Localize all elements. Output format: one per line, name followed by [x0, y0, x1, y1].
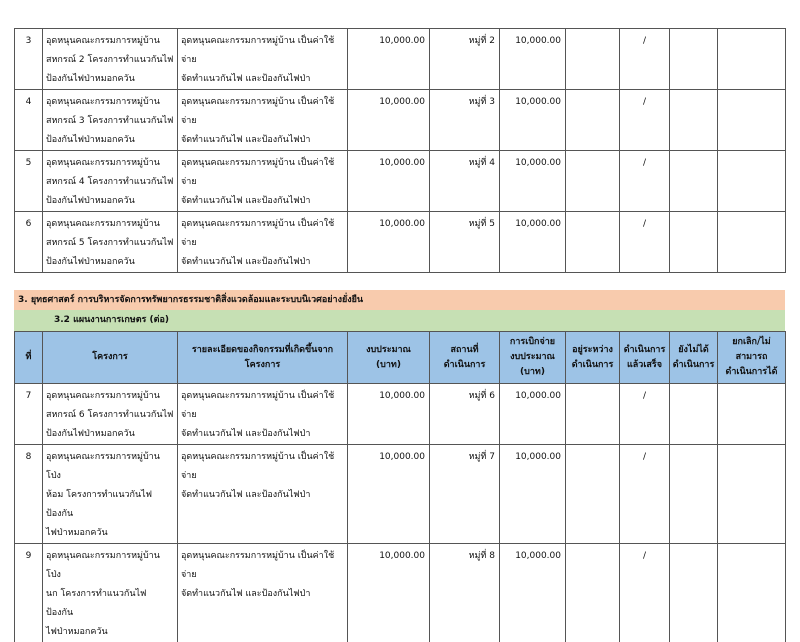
header-no: ที่ — [15, 332, 43, 384]
project-cell: อุดหนุนคณะกรรมการหมู่บ้าน สหกรณ์ 5 โครงการทำแนวกันไฟ ป้องกันไฟป่าหมอกควัน — [43, 212, 178, 273]
project-cell: อุดหนุนคณะกรรมการหมู่บ้าน สหกรณ์ 6 โครงการทำแนวกันไฟ ป้องกันไฟป่าหมอกควัน — [43, 384, 178, 445]
strategy-title: 3. ยุทธศาสตร์ การบริหารจัดการทรัพยากรธรรมชาติสิ่งแวดล้อมและระบบนิเวศอย่างยั่งยืน — [14, 290, 785, 310]
spent-cell: 10,000.00 — [500, 151, 566, 212]
not-started-cell — [670, 151, 718, 212]
header-done: ดำเนินการ แล้วเสร็จ — [620, 332, 670, 384]
location-cell: หมู่ที่ 5 — [430, 212, 500, 273]
in-progress-cell — [566, 544, 620, 642]
in-progress-cell — [566, 90, 620, 151]
table-header-row — [15, 332, 786, 384]
row-number-cell: 9 — [15, 544, 43, 642]
done-cell: / — [620, 544, 670, 642]
table-row — [15, 90, 786, 151]
cancelled-cell — [718, 544, 786, 642]
table-row — [15, 29, 786, 90]
row-number-cell: 4 — [15, 90, 43, 151]
row-number-cell: 6 — [15, 212, 43, 273]
location-cell: หมู่ที่ 3 — [430, 90, 500, 151]
done-cell: / — [620, 384, 670, 445]
row-number-cell: 3 — [15, 29, 43, 90]
budget-cell: 10,000.00 — [348, 544, 430, 642]
projects-table-top — [14, 28, 786, 273]
done-cell: / — [620, 212, 670, 273]
in-progress-cell — [566, 445, 620, 544]
project-cell: อุดหนุนคณะกรรมการหมู่บ้าน สหกรณ์ 4 โครงการทำแนวกันไฟ ป้องกันไฟป่าหมอกควัน — [43, 151, 178, 212]
row-number-cell: 7 — [15, 384, 43, 445]
cancelled-cell — [718, 445, 786, 544]
row-number-cell: 5 — [15, 151, 43, 212]
detail-cell: อุดหนุนคณะกรรมการหมู่บ้าน เป็นค่าใช้จ่าย จัดทำแนวกันไฟ และป้องกันไฟป่า — [178, 384, 348, 445]
project-cell: อุดหนุนคณะกรรมการหมู่บ้าน สหกรณ์ 2 โครงการทำแนวกันไฟ ป้องกันไฟป่าหมอกควัน — [43, 29, 178, 90]
header-cancelled: ยกเลิก/ไม่ สามารถ ดำเนินการได้ — [718, 332, 786, 384]
budget-cell: 10,000.00 — [348, 212, 430, 273]
budget-cell: 10,000.00 — [348, 90, 430, 151]
row-number-cell: 8 — [15, 445, 43, 544]
not-started-cell — [670, 544, 718, 642]
budget-cell: 10,000.00 — [348, 29, 430, 90]
header-budget: งบประมาณ (บาท) — [348, 332, 430, 384]
spent-cell: 10,000.00 — [500, 384, 566, 445]
projects-table-bottom — [14, 331, 786, 642]
spent-cell: 10,000.00 — [500, 90, 566, 151]
project-cell: อุดหนุนคณะกรรมการหมู่บ้านโป่ง นก โครงการทำแนวกันไฟ ป้องกัน ไฟป่าหมอกควัน — [43, 544, 178, 642]
budget-cell: 10,000.00 — [348, 445, 430, 544]
detail-cell: อุดหนุนคณะกรรมการหมู่บ้าน เป็นค่าใช้จ่าย จัดทำแนวกันไฟ และป้องกันไฟป่า — [178, 445, 348, 544]
table-row — [15, 445, 786, 544]
cancelled-cell — [718, 29, 786, 90]
spent-cell: 10,000.00 — [500, 544, 566, 642]
project-cell: อุดหนุนคณะกรรมการหมู่บ้าน สหกรณ์ 3 โครงการทำแนวกันไฟ ป้องกันไฟป่าหมอกควัน — [43, 90, 178, 151]
detail-cell: อุดหนุนคณะกรรมการหมู่บ้าน เป็นค่าใช้จ่าย จัดทำแนวกันไฟ และป้องกันไฟป่า — [178, 90, 348, 151]
header-detail: รายละเอียดของกิจกรรมที่เกิดขึ้นจาก โครงการ — [178, 332, 348, 384]
header-spent: การเบิกจ่าย งบประมาณ (บาท) — [500, 332, 566, 384]
done-cell: / — [620, 29, 670, 90]
cancelled-cell — [718, 151, 786, 212]
detail-cell: อุดหนุนคณะกรรมการหมู่บ้าน เป็นค่าใช้จ่าย จัดทำแนวกันไฟ และป้องกันไฟป่า — [178, 29, 348, 90]
spent-cell: 10,000.00 — [500, 29, 566, 90]
not-started-cell — [670, 212, 718, 273]
location-cell: หมู่ที่ 7 — [430, 445, 500, 544]
table-row — [15, 544, 786, 642]
table-row — [15, 212, 786, 273]
done-cell: / — [620, 90, 670, 151]
not-started-cell — [670, 90, 718, 151]
not-started-cell — [670, 445, 718, 544]
location-cell: หมู่ที่ 6 — [430, 384, 500, 445]
not-started-cell — [670, 29, 718, 90]
in-progress-cell — [566, 151, 620, 212]
location-cell: หมู่ที่ 2 — [430, 29, 500, 90]
in-progress-cell — [566, 29, 620, 90]
detail-cell: อุดหนุนคณะกรรมการหมู่บ้าน เป็นค่าใช้จ่าย จัดทำแนวกันไฟ และป้องกันไฟป่า — [178, 151, 348, 212]
project-cell: อุดหนุนคณะกรรมการหมู่บ้านโป่ง ห้อม โครงการทำแนวกันไฟ ป้องกัน ไฟป่าหมอกควัน — [43, 445, 178, 544]
detail-cell: อุดหนุนคณะกรรมการหมู่บ้าน เป็นค่าใช้จ่าย จัดทำแนวกันไฟ และป้องกันไฟป่า — [178, 212, 348, 273]
done-cell: / — [620, 445, 670, 544]
location-cell: หมู่ที่ 4 — [430, 151, 500, 212]
cancelled-cell — [718, 90, 786, 151]
budget-cell: 10,000.00 — [348, 151, 430, 212]
header-not-started: ยังไม่ได้ ดำเนินการ — [670, 332, 718, 384]
done-cell: / — [620, 151, 670, 212]
spent-cell: 10,000.00 — [500, 212, 566, 273]
header-location: สถานที่ ดำเนินการ — [430, 332, 500, 384]
header-in-progress: อยู่ระหว่าง ดำเนินการ — [566, 332, 620, 384]
header-project: โครงการ — [43, 332, 178, 384]
cancelled-cell — [718, 212, 786, 273]
table-row — [15, 151, 786, 212]
not-started-cell — [670, 384, 718, 445]
in-progress-cell — [566, 384, 620, 445]
table-row — [15, 384, 786, 445]
in-progress-cell — [566, 212, 620, 273]
plan-title: 3.2 แผนงานการเกษตร (ต่อ) — [14, 310, 785, 331]
detail-cell: อุดหนุนคณะกรรมการหมู่บ้าน เป็นค่าใช้จ่าย จัดทำแนวกันไฟ และป้องกันไฟป่า — [178, 544, 348, 642]
cancelled-cell — [718, 384, 786, 445]
spent-cell: 10,000.00 — [500, 445, 566, 544]
location-cell: หมู่ที่ 8 — [430, 544, 500, 642]
budget-cell: 10,000.00 — [348, 384, 430, 445]
